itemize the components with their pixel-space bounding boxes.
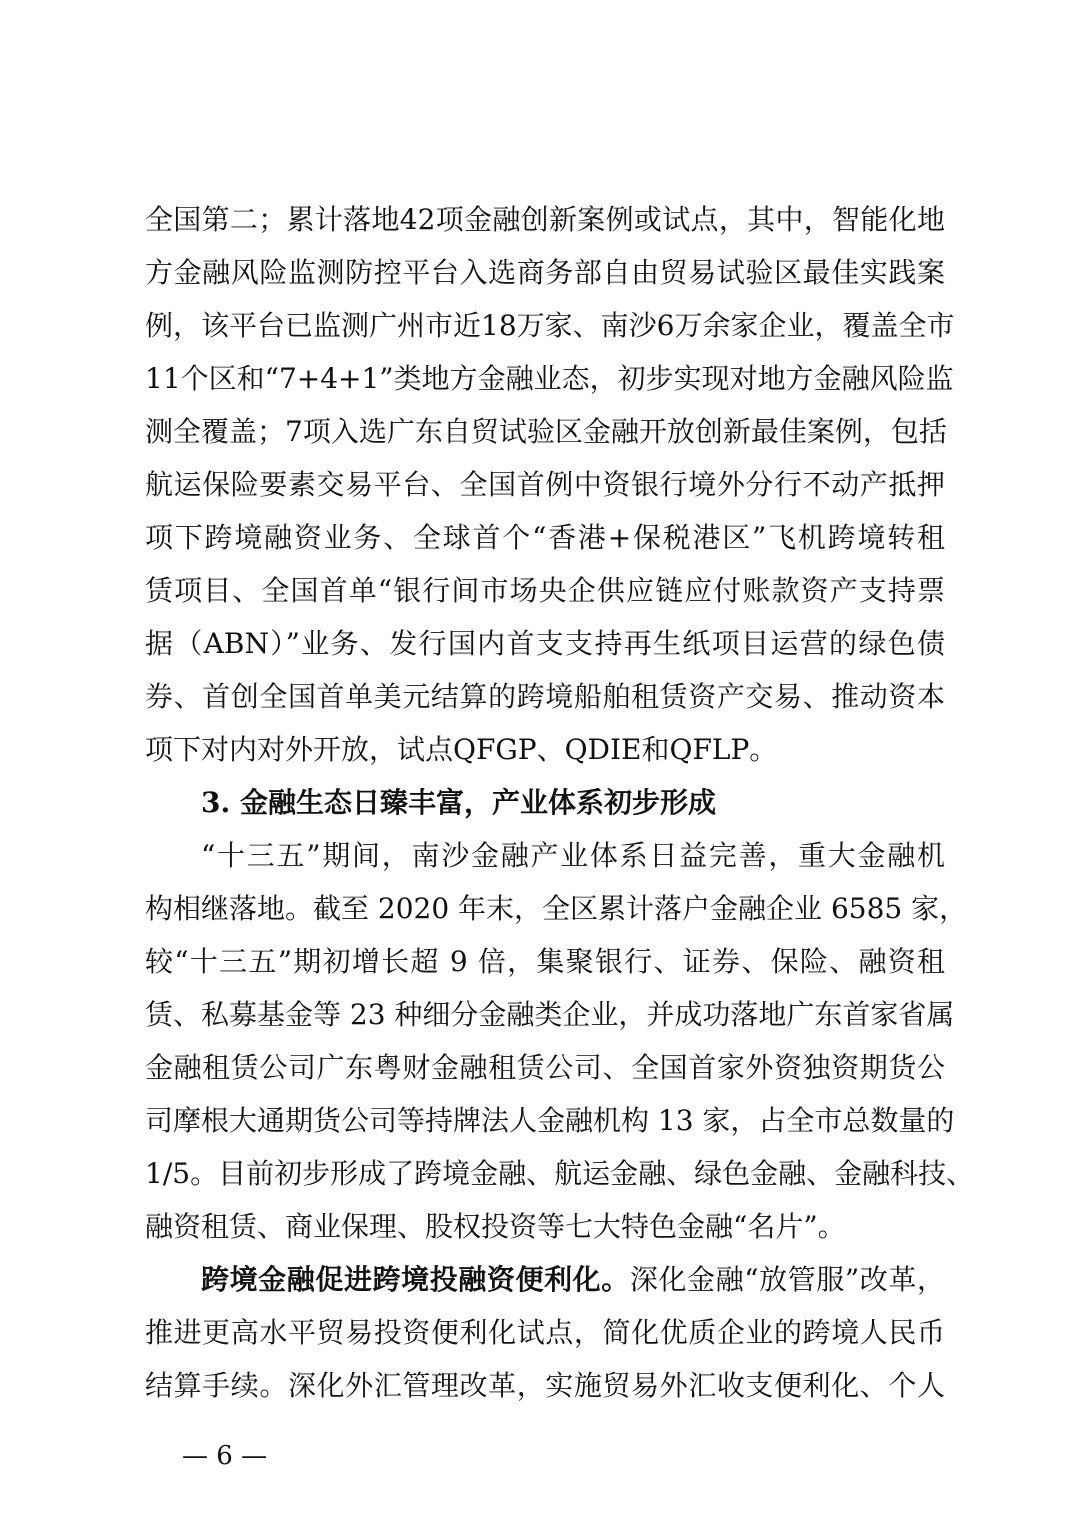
paragraph-2-line-1: “十三五”期间，南沙金融产业体系日益完善，重大金融机 [201,839,945,872]
paragraph-1-line-7: 项下跨境融资业务、全球首个“香港+保税港区”飞机跨境转租 [145,521,945,554]
paragraph-1-line-11: 项下对内对外开放，试点QFGP、QDIE和QFLP。 [145,733,778,766]
paragraph-2-line-6: 司摩根大通期货公司等持牌法人金融机构 13 家，占全市总数量的 [145,1104,955,1137]
paragraph-2-line-7: 1/5。目前初步形成了跨境金融、航运金融、绿色金融、金融科技、 [145,1157,975,1190]
paragraph-1-line-6: 航运保险要素交易平台、全国首例中资银行境外分行不动产抵押 [145,468,945,501]
paragraph-3-line-1 [201,1260,945,1300]
paragraph-2-line-2: 构相继落地。截至 2020 年末，全区累计落户金融企业 6585 家， [145,892,968,925]
paragraph-1-line-4: 11个区和“7+4+1”类地方金融业态，初步实现对地方金融风险监 [145,362,954,395]
paragraph-1-line-2: 方金融风险监测防控平台入选商务部自由贸易试验区最佳实践案 [145,256,945,289]
paragraph-2-line-8: 融资租赁、商业保理、股权投资等七大特色金融“名片”。 [145,1210,846,1243]
paragraph-1-line-8: 赁项目、全国首单“银行间市场央企供应链应付账款资产支持票 [145,574,945,607]
section-heading: 3. 金融生态日臻丰富，产业体系初步形成 [201,786,716,819]
paragraph-2-line-3: 较“十三五”期初增长超 9 倍，集聚银行、证券、保险、融资租 [145,945,945,978]
paragraph-2-line-5: 金融租赁公司广东粤财金融租赁公司、全国首家外资独资期货公 [145,1051,945,1084]
paragraph-1-line-5: 测全覆盖；7项入选广东自贸试验区金融开放创新最佳案例，包括 [145,415,947,448]
paragraph-1-line-1: 全国第二；累计落地42项金融创新案例或试点，其中，智能化地 [145,203,945,236]
paragraph-3-lead: 跨境金融促进跨境投融资便利化。 [201,1263,630,1296]
paragraph-1-line-10: 券、首创全国首单美元结算的跨境船舶租赁资产交易、推动资本 [145,680,945,713]
paragraph-1-line-9: 据（ABN）”业务、发行国内首支支持再生纸项目运营的绿色债 [145,627,945,660]
paragraph-3-first-rest: 深化金融“放管服”改革， [629,1263,945,1296]
paragraph-2-line-4: 赁、私募基金等 23 种细分金融类企业，并成功落地广东首家省属 [145,998,955,1031]
paragraph-3-line-2: 推进更高水平贸易投资便利化试点，简化优质企业的跨境人民币 [145,1316,945,1349]
paragraph-3-line-3: 结算手续。深化外汇管理改革，实施贸易外汇收支便利化、个人 [145,1369,945,1402]
paragraph-1-line-3: 例，该平台已监测广州市近18万家、南沙6万余家企业，覆盖全市 [145,309,955,342]
page-number: — 6 — [182,1441,268,1471]
